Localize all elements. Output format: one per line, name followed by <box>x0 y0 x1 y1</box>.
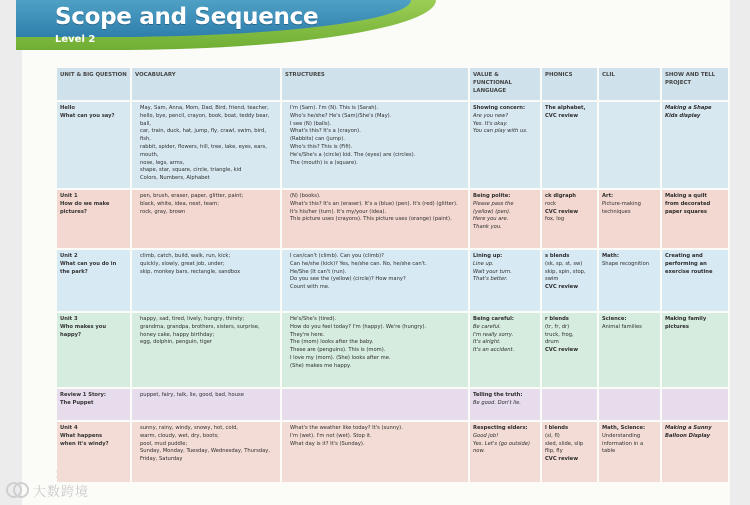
unit-line: Unit 4 <box>60 425 78 431</box>
vocabulary-line: quickly, slowly, great job, under; <box>140 260 225 267</box>
vocabulary-line: May, Sam, Anna, Mom, Dad, Bird, friend, teacher, <box>140 105 269 111</box>
table-header-row <box>57 68 729 101</box>
vocabulary-line: car, train, duck, hat, jump, fly, crawl, swim, bird, fish, <box>140 128 266 143</box>
value-line: Respecting elders: <box>473 425 528 431</box>
row-unit-3 <box>57 312 729 388</box>
clil-line: Math: <box>602 253 619 259</box>
unit-line: The Puppet <box>60 399 94 406</box>
cell-phonics <box>541 101 598 189</box>
phonics-line: flip, fly <box>545 448 563 455</box>
structures-line: How do you feel today? I'm (happy). We're (hungry). <box>290 323 427 330</box>
vocabulary-line: honey cake, happy birthday; <box>140 331 215 338</box>
cell-unit <box>57 249 131 312</box>
vocabulary-line: puppet, fairy, talk, lie, good, bad, house <box>140 392 244 398</box>
vocabulary-line: pen, brush, eraser, paper, glitter, paint; <box>140 193 244 199</box>
unit-line: Unit 1 <box>60 193 78 199</box>
structures-line: I'm (Sam). I'm (N). This is (Sarah). <box>290 105 379 111</box>
value-line: now. <box>473 448 486 455</box>
cell-project <box>661 101 729 189</box>
project-line: Making a quilt <box>665 193 707 199</box>
cell-phonics <box>541 388 598 421</box>
structures-line: What day is it? It's (Sunday). <box>290 440 365 447</box>
phonics-line: CVC review <box>545 456 578 463</box>
unit-line: Who makes you <box>60 323 107 330</box>
structures-line: They're here. <box>290 331 325 338</box>
project-line: Making a Sunny <box>665 425 712 431</box>
value-line: Please pass the <box>473 200 514 207</box>
phonics-line: fox, log <box>545 216 565 223</box>
phonics-line: (sk, sp, st, sw) <box>545 260 583 267</box>
clil-line: Animal families <box>602 323 642 330</box>
phonics-line: drum <box>545 339 559 346</box>
structures-line: Who's this? This is (Fifi). <box>290 143 353 150</box>
structures-line: I see (N) (balls). <box>290 120 332 127</box>
value-line: Thank you. <box>473 224 502 231</box>
cell-unit <box>57 388 131 421</box>
vocabulary-line: nose, legs, arms, <box>140 159 185 166</box>
row-unit-2 <box>57 249 729 312</box>
value-line: That's better. <box>473 276 508 283</box>
col-header-project: SHOW AND TELL PROJECT <box>661 68 729 101</box>
clil-line: Understanding <box>602 432 641 439</box>
vocabulary-line: Colors, Numbers, Alphabet <box>140 175 210 182</box>
project-line: Creating and <box>665 253 703 259</box>
phonics-line: r blends <box>545 316 569 322</box>
vocabulary-line: hello, bye, pencil, crayon, book, boat, teddy bear, ball, <box>140 112 270 127</box>
phonics-line: rock <box>545 200 557 207</box>
phonics-line: s blends <box>545 253 570 259</box>
phonics-line: sled, slide, slip <box>545 440 584 447</box>
vocabulary-line: egg, dolphin, penguin, tiger <box>140 339 213 346</box>
project-line: pictures <box>665 323 689 330</box>
vocabulary-line: grandma, grandpa, brothers, sisters, surprise, <box>140 323 260 330</box>
cell-unit <box>57 189 131 249</box>
structures-line: I love my (mom). (She) looks after me. <box>290 354 391 361</box>
clil-line: techniques <box>602 208 631 215</box>
phonics-line: skip, spin, stop, <box>545 268 586 275</box>
structures-line: Who's he/she? He's (Sam)/She's (May). <box>290 112 392 119</box>
vocabulary-line: sunny, rainy, windy, snowy, hot, cold, <box>140 425 238 431</box>
value-line: You can play with us. <box>473 128 528 135</box>
structures-line: Can he/she (kick)? Yes, he/she can. No, he/she can't. <box>290 260 427 267</box>
col-header-phonics: PHONICS <box>541 68 598 101</box>
cell-vocabulary <box>131 421 281 482</box>
vocabulary-line: warm, cloudy, wet, dry, boots; <box>140 432 219 439</box>
phonics-line: The alphabet, <box>545 105 586 111</box>
phonics-line: (tr, fr, dr) <box>545 323 570 330</box>
cell-value <box>469 189 541 249</box>
value-line: Showing concern: <box>473 105 526 111</box>
value-line: Telling the truth: <box>473 392 523 398</box>
vocabulary-line: shape, star, square, circle, triangle, kid <box>140 167 242 174</box>
value-line: Yes. It's okay. <box>473 120 508 127</box>
project-line: Making a Shape <box>665 105 712 111</box>
level-label: Level 2 <box>55 34 96 45</box>
structures-line: The (mom) looks after the baby. <box>290 339 374 346</box>
page-title: Scope and Sequence <box>55 4 319 30</box>
unit-line: What can you say? <box>60 112 115 119</box>
cell-unit <box>57 312 131 388</box>
clil-line: Shape recognition <box>602 260 650 267</box>
clil-line: Picture-making <box>602 200 641 207</box>
row-unit-1 <box>57 189 729 249</box>
cell-project <box>661 421 729 482</box>
project-line: exercise routine <box>665 268 713 275</box>
structures-line: (Rabbits) can (jump). <box>290 136 345 143</box>
project-line: Kids display <box>665 112 701 119</box>
value-line: Lining up: <box>473 253 503 259</box>
structures-line: Count with me. <box>290 284 330 291</box>
structures-line: (She) makes me happy. <box>290 362 351 369</box>
unit-line: Unit 2 <box>60 253 78 259</box>
value-line: It's alright. <box>473 339 501 346</box>
vocabulary-line: black, white, idea, next, team; <box>140 200 219 207</box>
cell-structures <box>281 312 469 388</box>
col-header-unit: UNIT & BIG QUESTION <box>57 68 131 101</box>
cell-project <box>661 388 729 421</box>
cell-vocabulary <box>131 312 281 388</box>
cell-value <box>469 249 541 312</box>
cell-value <box>469 421 541 482</box>
vocabulary-line: climb, catch, build, walk, run, kick; <box>140 253 231 259</box>
cell-phonics <box>541 312 598 388</box>
cell-phonics <box>541 189 598 249</box>
cell-clil <box>598 249 661 312</box>
cell-clil <box>598 101 661 189</box>
vocabulary-line: Friday, Saturday <box>140 456 183 463</box>
vocabulary-line: happy, sad, tired, lively, hungry, thirsty; <box>140 316 245 322</box>
cell-project <box>661 189 729 249</box>
clil-line: Art: <box>602 193 614 199</box>
value-line: Wait your turn. <box>473 268 512 275</box>
value-line: It's an accident. <box>473 347 515 354</box>
cell-clil <box>598 421 661 482</box>
structures-line: What's this? It's a (crayon). <box>290 128 361 135</box>
unit-line: What happens <box>60 432 103 439</box>
cell-project <box>661 249 729 312</box>
clil-line: Math, Science: <box>602 425 646 431</box>
vocabulary-line: rabbit, spider, flowers, hill, tree, lake, eyes, ears, mouth, <box>140 143 267 158</box>
project-line: from decorated <box>665 200 711 207</box>
cell-clil <box>598 189 661 249</box>
watermark-text: 大数跨境 <box>33 485 90 500</box>
phonics-line: l blends <box>545 425 569 431</box>
value-line: Good job! <box>473 432 499 439</box>
value-line: I'm really sorry. <box>473 331 514 338</box>
vocabulary-line: pool, mud puddle; <box>140 440 188 447</box>
clil-line: Science: <box>602 316 627 322</box>
cell-value <box>469 312 541 388</box>
cell-clil <box>598 388 661 421</box>
phonics-line: CVC review <box>545 284 578 291</box>
unit-line: Hello <box>60 105 75 111</box>
unit-line: when it's windy? <box>60 440 109 447</box>
structures-line: I'm (wet). I'm not (wet). Stop it. <box>290 432 372 439</box>
structures-line: What's the weather like today? It's (sunny). <box>290 425 403 431</box>
scope-sequence-table <box>57 68 730 482</box>
phonics-line: swim <box>545 276 559 283</box>
unit-line: What can you do in <box>60 260 117 267</box>
col-header-structures: STRUCTURES <box>281 68 469 101</box>
row-hello <box>57 101 729 189</box>
unit-line: Unit 3 <box>60 316 78 322</box>
cell-vocabulary <box>131 189 281 249</box>
cell-value <box>469 388 541 421</box>
structures-line: It's his/her (turn). It's my/your (idea). <box>290 208 387 215</box>
project-line: Balloon Display <box>665 432 711 439</box>
project-line: paper squares <box>665 208 707 215</box>
cell-vocabulary <box>131 249 281 312</box>
phonics-line: CVC review <box>545 112 578 119</box>
row-review-1 <box>57 388 729 421</box>
structures-line: Do you see the (yellow) (circle)? How many? <box>290 276 406 283</box>
value-line: Be good. Don't lie. <box>473 399 521 406</box>
cell-unit <box>57 101 131 189</box>
structures-line: He/She (It can't (run). <box>290 268 347 275</box>
structures-line: These are (penguins). This is (mom). <box>290 347 386 354</box>
structures-line: I can/can't (climb). Can you (climb)? <box>290 253 384 259</box>
vocabulary-line: Sunday, Monday, Tuesday, Wednesday, Thursday, <box>140 448 270 455</box>
value-line: Being careful: <box>473 316 514 322</box>
cell-structures <box>281 421 469 482</box>
cell-phonics <box>541 249 598 312</box>
value-line: Line up. <box>473 260 494 267</box>
clil-line: table <box>602 448 616 455</box>
vocabulary-line: rock, gray, brown <box>140 208 186 215</box>
cell-structures <box>281 189 469 249</box>
cell-value <box>469 101 541 189</box>
cell-unit <box>57 421 131 482</box>
structures-line: The (mouth) is a (square). <box>290 159 358 166</box>
phonics-line: CVC review <box>545 347 578 354</box>
project-line: performing an <box>665 260 707 267</box>
phonics-line: CVC review <box>545 208 578 215</box>
col-header-clil: CLIL <box>598 68 661 101</box>
value-line: Being polite: <box>473 193 511 199</box>
structures-line: He's/She's (tired). <box>290 316 337 322</box>
value-line: (yellow) (pen). <box>473 208 511 215</box>
value-line: Here you are. <box>473 216 509 223</box>
vocabulary-line: skip, monkey bars, rectangle, sandbox <box>140 268 241 275</box>
cell-vocabulary <box>131 388 281 421</box>
phonics-line: truck, frog, <box>545 331 574 338</box>
value-line: Are you new? <box>473 112 509 119</box>
structures-line: This picture uses (crayons). This picture uses (orange) (paint). <box>290 216 452 223</box>
col-header-value: VALUE & FUNCTIONAL LANGUAGE <box>469 68 541 101</box>
cell-phonics <box>541 421 598 482</box>
project-line: Making family <box>665 316 707 322</box>
cell-clil <box>598 312 661 388</box>
value-line: Be careful. <box>473 323 501 330</box>
unit-line: the park? <box>60 268 88 275</box>
row-unit-4 <box>57 421 729 482</box>
cell-structures <box>281 101 469 189</box>
unit-line: pictures? <box>60 208 87 215</box>
structures-line: (N) (books). <box>290 193 321 199</box>
unit-line: happy? <box>60 331 82 338</box>
cell-structures <box>281 388 469 421</box>
phonics-line: ck digraph <box>545 193 577 199</box>
phonics-line: (sl, fl) <box>545 432 560 439</box>
clil-line: information in a <box>602 440 644 447</box>
cell-vocabulary <box>131 101 281 189</box>
value-line: Yes. Let's (go outside) <box>473 440 530 447</box>
cell-structures <box>281 249 469 312</box>
structures-line: What's this? It's an (eraser). It's a (blue) (pen). It's (red) (glitter). <box>290 200 458 207</box>
unit-line: Review 1 Story: <box>60 392 106 398</box>
unit-line: How do we make <box>60 200 110 207</box>
structures-line: He's/She's a (circle) kid. The (eyes) are (circles). <box>290 151 416 158</box>
cell-project <box>661 312 729 388</box>
col-header-vocabulary: VOCABULARY <box>131 68 281 101</box>
